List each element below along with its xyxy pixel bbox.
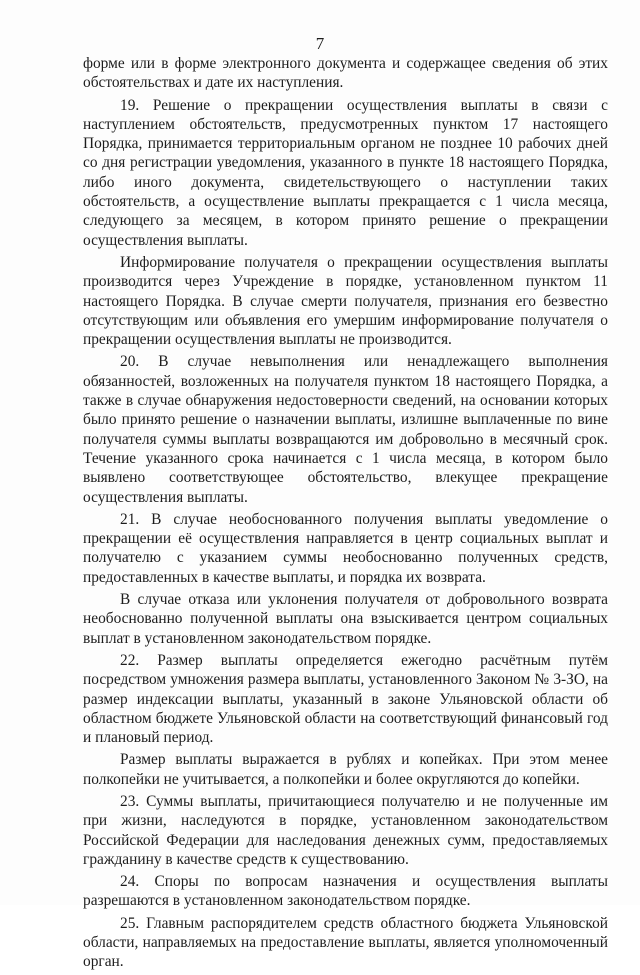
paragraph-item-23: 23. Суммы выплаты, причитающиеся получателю и не полученные им при жизни, наследуются в порядке, установленном законодательством Российской Федерации для наследования денежных сумм, предоставляемых гражданину в качестве средств к существованию.: [83, 792, 608, 868]
paragraph-item-24: 24. Споры по вопросам назначения и осуществления выплаты разрешаются в установленном законодательством порядке.: [83, 873, 608, 910]
paragraph-continuation: форме или в форме электронного документа и содержащее сведения об этих обстоятельствах и дате их наступления.: [83, 55, 608, 92]
paragraph-item-19: 19. Решение о прекращении осуществления выплаты в связи с наступлением обстоятельств, предусмотренных пунктом 17 настоящего Порядка, принимается территориальным органом не позднее 10 рабочих дней со дня регистрации уведомления, указанного в пункте 18 настоящего Порядка, либо иного документа, свидетельствующего о наступлении таких обстоятельств, а осуществление выплаты прекращается с 1 числа месяца, следующего за месяцем, в котором принято решение о прекращении осуществления выплаты.: [83, 96, 608, 249]
paragraph-item-21: 21. В случае необоснованного получения выплаты уведомление о прекращении её осуществления направляется в центр социальных выплат и получателю с указанием суммы необоснованно полученных средств, предоставленных в качестве выплаты, и порядка их возврата.: [83, 510, 608, 586]
paragraph-informing: Информирование получателя о прекращении осуществления выплаты производится через Учреждение в порядке, установленном пунктом 11 настоящего Порядка. В случае смерти получателя, признания его безвестно отсутствующим или объявления его умершим информирование получателя о прекращении осуществления выплаты не производится.: [83, 253, 608, 349]
paragraph-item-25: 25. Главным распорядителем средств областного бюджета Ульяновской области, направляемых на предоставление выплаты, является уполномоченный орган.: [83, 914, 608, 971]
document-body: [83, 54, 608, 975]
paragraph-refusal-case: В случае отказа или уклонения получателя от добровольного возврата необоснованно полученной выплаты она взыскивается центром социальных выплат в установленном законодательством порядке.: [83, 591, 608, 647]
paragraph-item-22: 22. Размер выплаты определяется ежегодно расчётным путём посредством умножения размера выплаты, установленного Законом № 3-ЗО, на размер индексации выплаты, указанный в законе Ульяновской области об областном бюджете Ульяновской области на соответствующий финансовый год и плановый период.: [83, 651, 608, 747]
paragraph-rounding: Размер выплаты выражается в рублях и копейках. При этом менее полкопейки не учитывается, а полкопейки и более округляются до копейки.: [83, 751, 608, 788]
page-number: 7: [315, 34, 325, 53]
paragraph-item-20: 20. В случае невыполнения или ненадлежащего выполнения обязанностей, возложенных на получателя пунктом 18 настоящего Порядка, а также в случае обнаружения недостоверности сведений, на основании которых было принято решение о назначении выплаты, излишне выплаченные по вине получателя суммы выплаты возвращаются им добровольно в месячный срок. Течение указанного срока начинается с 1 числа месяца, в котором было выявлено соответствующее обстоятельство, влекущее прекращение осуществления выплаты.: [83, 353, 608, 506]
